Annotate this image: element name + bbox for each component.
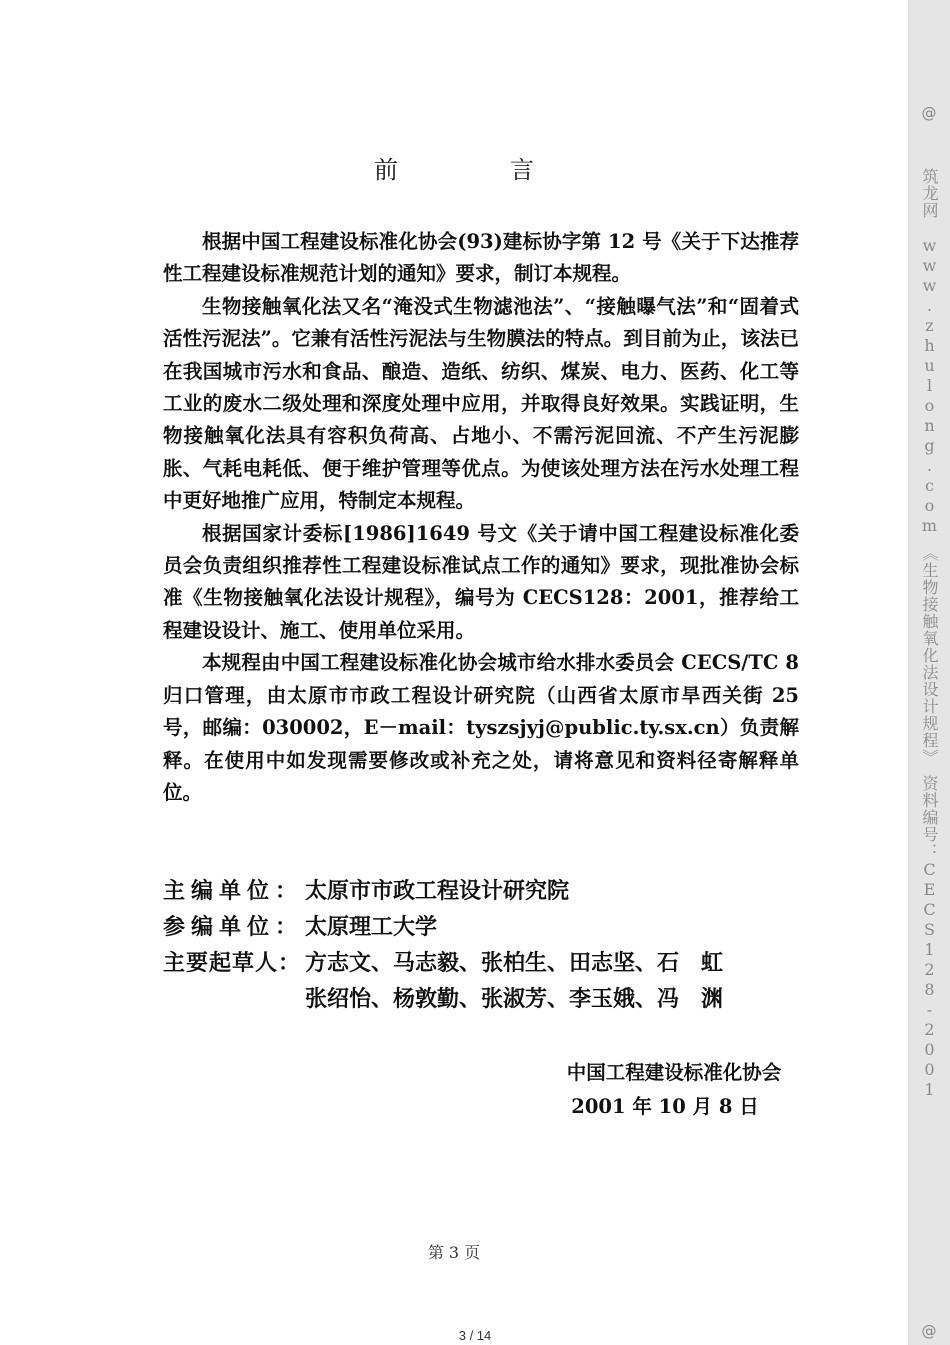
sidebar-watermark-text: 筑龙网 www.zhulong.com 《生物接触氧化法设计规程》 资料编号：CECS128-2001: [920, 168, 939, 1100]
participant-row: [163, 910, 799, 946]
preface-body: [163, 226, 799, 809]
page-title: 前 言: [374, 156, 578, 184]
drafters-row: [163, 946, 799, 982]
drafters-label: 主要起草人：: [163, 951, 302, 976]
drafters-row-2: [163, 982, 799, 1018]
credits-block: [163, 874, 799, 1018]
at-icon-bottom: @: [921, 1322, 937, 1340]
watermark-sidebar: [908, 0, 950, 1345]
paragraph-2: 生物接触氧化法又名“淹没式生物滤池法”、“接触曝气法”和“固着式活性污泥法”。它兼有活性污泥法与生物膜法的特点。到目前为止，该法已在我国城市污水和食品、酿造、造纸、纺织、煤炭、电力、医药、化工等工业的废水二级处理和深度处理中应用，并取得良好效果。实践证明，生物接触氧化法具有容积负荷高、占地小、不需污泥回流、不产生污泥膨胀、气耗电耗低、便于维护管理等优点。为使该处理方法在污水处理工程中更好地推广应用，特制定本规程。: [163, 294, 799, 513]
paragraph-1: 根据中国工程建设标准化协会(93)建标协字第 12 号《关于下达推荐性工程建设标准规范计划的通知》要求，制订本规程。: [163, 230, 799, 286]
chief-editor-row: [163, 874, 799, 910]
drafters-line-2: 张绍怡、杨敦勤、张淑芳、李玉娥、冯 渊: [305, 987, 724, 1012]
participant-label: 参编单位：: [163, 915, 304, 940]
viewer-page-count: 3 / 14: [458, 1328, 492, 1343]
chief-editor-value: 太原市市政工程设计研究院: [305, 879, 570, 904]
signature-org: 中国工程建设标准化协会: [566, 1061, 782, 1084]
paragraph-3: 根据国家计委标[1986]1649 号文《关于请中国工程建设标准化委员会负责组织推荐性工程建设标准试点工作的通知》要求，现批准协会标准《生物接触氧化法设计规程》，编号为 CECS128：2001，推荐给工程建设设计、施工、使用单位采用。: [163, 521, 799, 642]
paragraph-4: 本规程由中国工程建设标准化协会城市给水排水委员会 CECS/TC 8 归口管理，由太原市市政工程设计研究院（山西省太原市旱西关街 25 号，邮编：030002，E－mail：tyszsjyj@public.ty.sx.cn）负责解释。在使用中如发现需要修改或补充之处，请将意见和资料径寄解释单位。: [163, 651, 799, 804]
drafters-line-1: 方志文、马志毅、张柏生、田志坚、石 虹: [305, 951, 724, 976]
signature-block: [520, 1056, 810, 1124]
at-icon: @: [921, 104, 937, 122]
participant-value: 太原理工大学: [305, 915, 438, 940]
drafters-spacer: [163, 982, 305, 1018]
page-number: 第 3 页: [427, 1243, 481, 1262]
chief-editor-label: 主编单位：: [163, 879, 304, 904]
signature-date: 2001 年 10 月 8 日: [571, 1095, 759, 1118]
